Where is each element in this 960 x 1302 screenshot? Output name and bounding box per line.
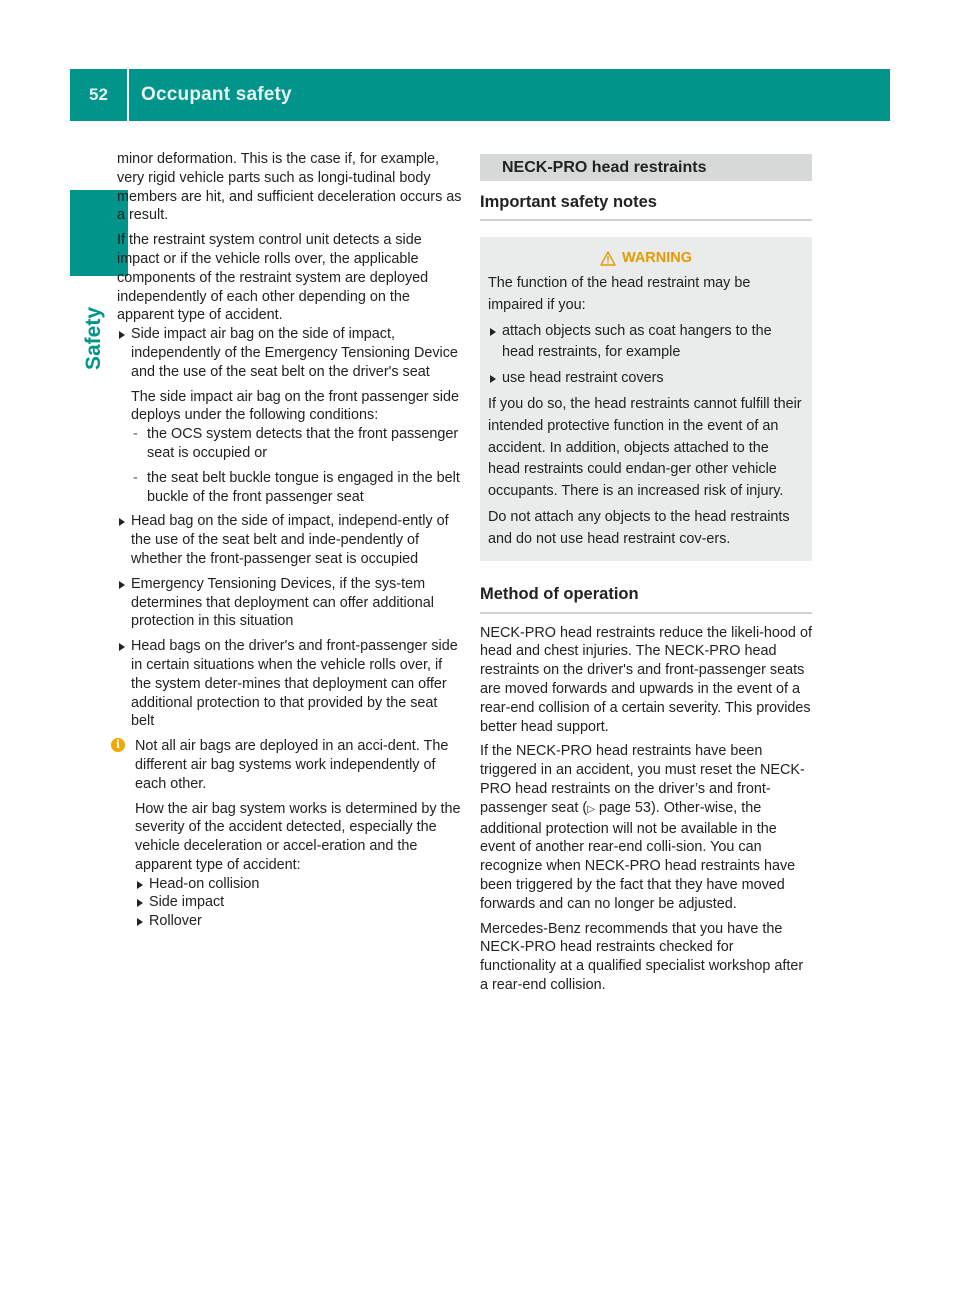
info-icon: i [111,738,125,752]
warning-triangle-icon [600,251,616,266]
subheading: Method of operation [480,585,812,614]
page-ref-arrow-icon: ▷ [587,803,595,815]
list-item [117,325,462,506]
info-text: How the air bag system works is determined by the severity of the accident detected, especially the vehicle deceleration or accel-eration and the apparent type of accident: [135,800,461,873]
warning-list [488,321,804,390]
page-reference-link[interactable]: page 53 [598,799,651,816]
warning-text: If you do so, the head restraints cannot fulfill their intended protective function in the event of an accident. In addition, objects attached to the head restraints could endan-ger other vehicle occupants. There is an increased risk of injury. [488,395,802,500]
section-tab-label: Safety [82,306,105,370]
warning-label: WARNING [621,250,693,266]
warning-box [480,237,812,561]
left-column [117,150,462,931]
list-item: Head bag on the side of impact, independ-ently of the use of the seat belt and inde-pendently of whether the front-passenger seat is occupied [117,512,462,568]
list-item: Head-on collision [135,875,462,894]
warning-title [488,247,804,269]
dash-item: - the seat belt buckle tongue is engaged in the belt buckle of the front passenger seat [131,469,462,507]
dash-item: - the OCS system detects that the front passenger seat is occupied or [131,425,462,463]
info-note [117,737,462,931]
list-item: use head restraint covers [488,368,804,390]
paragraph: If the restraint system control unit detects a side impact or if the vehicle rolls over, the applicable components of the restraint system are deployed independently of each other depending on the apparent type of accident. [117,232,429,324]
dash-list [131,425,462,506]
list-item: Side impact [135,893,462,912]
paragraph: Mercedes-Benz recommends that you have the NECK-PRO head restraints checked for functionality at a qualified specialist workshop after a rear-end collision. [480,920,804,993]
list-item: Emergency Tensioning Devices, if the sys-tem determines that deployment can offer additional protection in this situation [117,575,462,631]
page-number: 52 [89,85,108,104]
chapter-title: Occupant safety [141,84,292,105]
list-item: attach objects such as coat hangers to the head restraints, for example [488,321,804,365]
section-title: NECK-PRO head restraints [480,154,812,181]
paragraph: minor deformation. This is the case if, for example, very rigid vehicle parts such as longi-tudinal body members are hit, and sufficient deceleration occurs as a result. [117,151,462,224]
paragraph: NECK-PRO head restraints reduce the likeli-hood of head and chest injuries. The NECK-PRO head restraints on the driver's and front-passenger seats are moved forwards and upwards in the event of a rear-end collision of a certain severity. This provides better head support. [480,624,812,735]
warning-intro: The function of the head restraint may be impaired if you: [488,275,751,313]
list-item-text: Side impact air bag on the side of impact, independently of the Emergency Tensioning Device and the use of the seat belt on the driver's seat [131,326,458,380]
info-list [135,875,462,931]
bullet-list [117,325,462,731]
header-divider [127,69,129,121]
list-item: Rollover [135,912,462,931]
right-column [480,154,812,995]
list-item: Head bags on the driver's and front-passenger side in certain situations when the vehicle rolls over, if the system deter-mines that deployment can offer additional protection to that provided by the seat belt [117,637,462,731]
warning-text: Do not attach any objects to the head restraints and do not use head restraint cov-ers. [488,508,790,547]
paragraph-text: ). Other-wise, the additional protection will not be available in the event of another rear-end colli-sion. You can recognize when NECK-PRO head restraints have been triggered by the fact that they have moved forwards and can no longer be adjusted. [480,799,796,912]
info-text: Not all air bags are deployed in an acci-dent. The different air bag systems work independently of each other. [135,738,449,792]
subheading: Important safety notes [480,193,812,221]
paragraph-text: If the NECK-PRO head restraints have been triggered in an accident, you must reset the NECK-PRO head restraints on the driver’s and front-passenger seat ( [480,743,805,816]
list-item-note: The side impact air bag on the front passenger side deploys under the following conditions: [131,388,459,424]
paragraph [480,742,812,913]
